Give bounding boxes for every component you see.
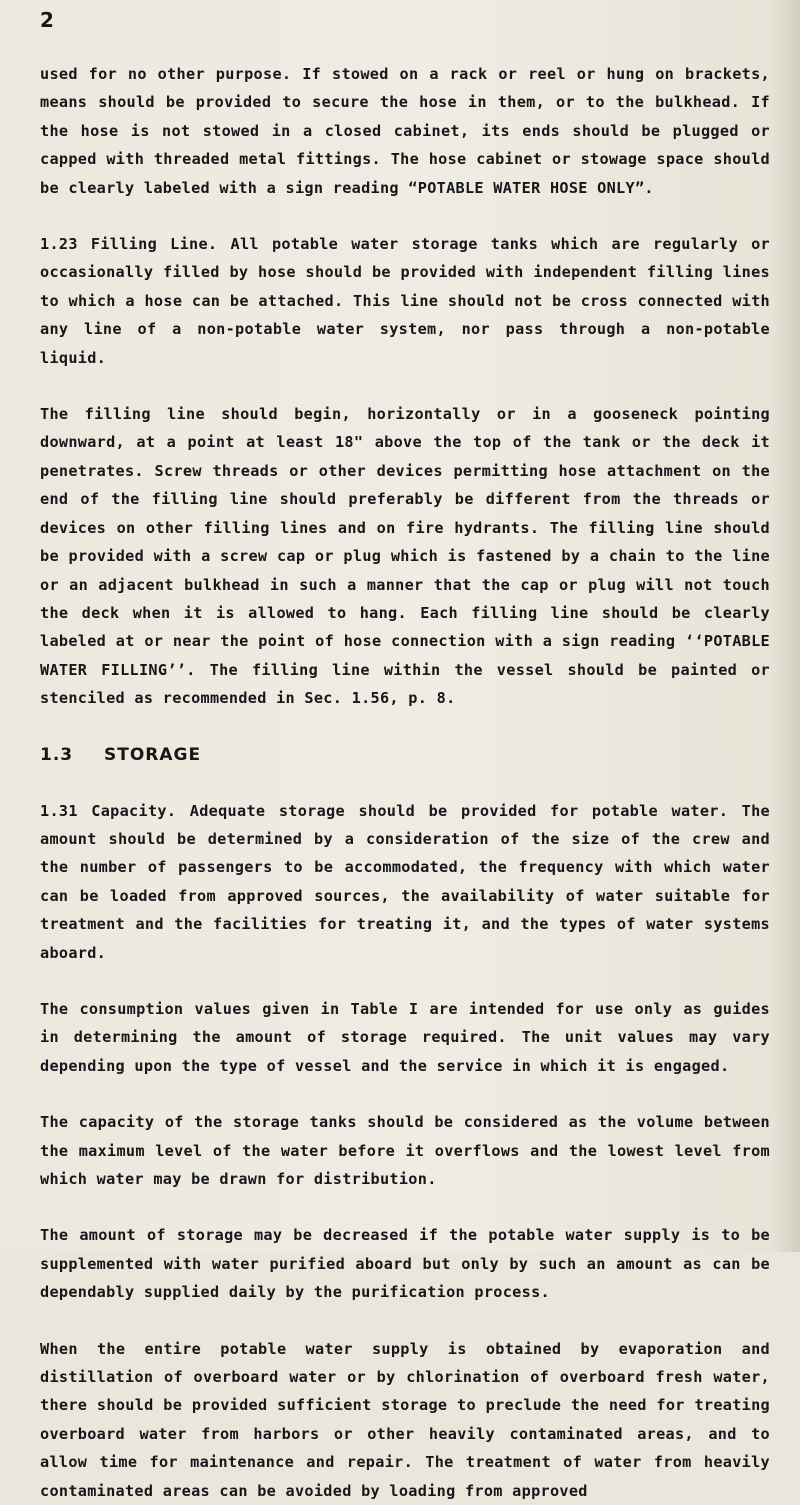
document-body: [40, 60, 770, 1505]
page-number: 2: [40, 8, 54, 32]
paragraph-consumption-values: The consumption values given in Table I are intended for use only as guides in determining the amount of storage required. The unit values may vary depending upon the type of vessel and the service in which it is engaged.: [40, 999, 770, 1075]
paragraph-filling-line: 1.23 Filling Line. All potable water storage tanks which are regularly or occasionally filled by hose should be provided with independent filling lines to which a hose can be attached. This line should not be cross connected with any line of a non-potable water system, nor pass through a non-potable liquid.: [40, 235, 770, 367]
paragraph-tank-capacity: The capacity of the storage tanks should be considered as the volume between the maximum level of the water before it overflows and the lowest level from which water may be drawn for distribution.: [40, 1113, 770, 1188]
section-title: STORAGE: [104, 744, 202, 765]
section-number: 1.3: [40, 744, 74, 765]
paragraph-storage-decrease: The amount of storage may be decreased if the potable water supply is to be supplemented with water purified aboard but only by such an amount as can be dependably supplied daily by the purification process.: [40, 1226, 770, 1302]
paragraph-evaporation: When the entire potable water supply is obtained by evaporation and distillation of overboard water or by chlorination of overboard fresh water, there should be provided sufficient storage to preclude the need for treating overboard water from harbors or other heavily contaminated areas, and to allow time for maintenance and repair. The treatment of water from heavily contaminated areas can be avoided by loading from approved: [40, 1339, 770, 1500]
paragraph-capacity: 1.31 Capacity. Adequate storage should be provided for potable water. The amount should be determined by a consideration of the size of the crew and the number of passengers to be accommodated, the frequency with which water can be loaded from approved sources, the availability of water suitable for treatment and the facilities for treating it, and the types of water systems aboard.: [40, 801, 770, 962]
section-heading-storage: [40, 741, 770, 769]
page-edge-shadow: [772, 0, 800, 1252]
paragraph-filling-line-details: The filling line should begin, horizontally or in a gooseneck pointing downward, at a point at least 18" above the top of the tank or the deck it penetrates. Screw threads or other devices permitting hose attachment on the end of the filling line should preferably be different from the threads or devices on other filling lines and on fire hydrants. The filling line should be provided with a screw cap or plug which is fastened by a chain to the line or an adjacent bulkhead in such a manner that the cap or plug will not touch the deck when it is allowed to hang. Each filling line should be clearly labeled at or near the point of hose connection with a sign reading ‘‘POTABLE WATER FILLING’’. The filling line within the vessel should be painted or stenciled as recommended in Sec. 1.56, p. 8.: [40, 405, 770, 708]
paragraph-hose-stowage: used for no other purpose. If stowed on a rack or reel or hung on brackets, means should be provided to secure the hose in them, or to the bulkhead. If the hose is not stowed in a closed cabinet, its ends should be plugged or capped with threaded metal fittings. The hose cabinet or stowage space should be clearly labeled with a sign reading “POTABLE WATER HOSE ONLY”.: [40, 65, 770, 197]
